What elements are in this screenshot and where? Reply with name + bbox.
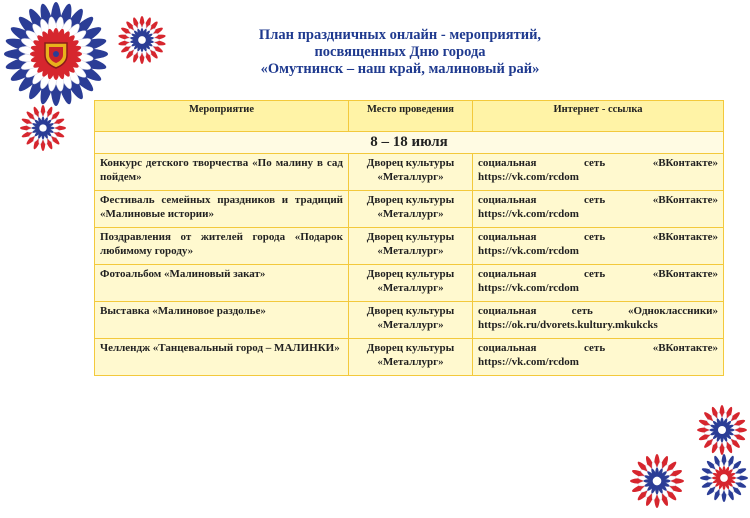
flower-decoration-icon bbox=[628, 452, 686, 510]
table-row bbox=[95, 191, 724, 228]
header-event: Мероприятие bbox=[95, 101, 349, 132]
header-link: Интернет - ссылка bbox=[473, 101, 724, 132]
flower-decoration-icon bbox=[116, 14, 168, 66]
events-table bbox=[94, 100, 724, 376]
event-cell: Фотоальбом «Малиновый закат» bbox=[95, 265, 349, 302]
flower-decoration-icon bbox=[698, 452, 750, 504]
link-cell[interactable]: социальная сеть «ВКонтакте» https://vk.com/rcdom bbox=[473, 265, 724, 302]
title-line-2: посвященных Дню города bbox=[314, 44, 486, 60]
link-cell[interactable]: социальная сеть «ВКонтакте» https://vk.com/rcdom bbox=[473, 339, 724, 376]
flower-decoration-icon bbox=[695, 403, 749, 457]
link-cell[interactable]: социальная сеть «ВКонтакте» https://vk.com/rcdom bbox=[473, 154, 724, 191]
period-label: 8 – 18 июля bbox=[95, 132, 724, 154]
table-row bbox=[95, 228, 724, 265]
event-cell: Выставка «Малиновое раздолье» bbox=[95, 302, 349, 339]
place-cell: Дворец культуры «Металлург» bbox=[349, 191, 473, 228]
event-cell: Конкурс детского творчества «По малину в сад пойдем» bbox=[95, 154, 349, 191]
event-cell: Фестиваль семейных праздников и традиций «Малиновые истории» bbox=[95, 191, 349, 228]
event-cell: Челлендж «Танцевальный город – МАЛИНКИ» bbox=[95, 339, 349, 376]
table-row bbox=[95, 265, 724, 302]
link-cell[interactable]: социальная сеть «Одноклассники» https://ok.ru/dvorets.kultury.mkukcks bbox=[473, 302, 724, 339]
table-header-row bbox=[95, 101, 724, 132]
place-cell: Дворец культуры «Металлург» bbox=[349, 154, 473, 191]
place-cell: Дворец культуры «Металлург» bbox=[349, 228, 473, 265]
period-row bbox=[95, 132, 724, 154]
link-cell[interactable]: социальная сеть «ВКонтакте» https://vk.com/rcdom bbox=[473, 228, 724, 265]
flower-decoration-icon bbox=[18, 103, 68, 153]
event-cell: Поздравления от жителей города «Подарок любимому городу» bbox=[95, 228, 349, 265]
title-line-1: План праздничных онлайн - мероприятий, bbox=[258, 27, 542, 43]
header-place: Место проведения bbox=[349, 101, 473, 132]
table-row bbox=[95, 302, 724, 339]
place-cell: Дворец культуры «Металлург» bbox=[349, 265, 473, 302]
city-emblem-icon bbox=[43, 41, 69, 69]
title-line-3: «Омутнинск – наш край, малиновый рай» bbox=[260, 61, 540, 77]
table-row bbox=[95, 154, 724, 191]
place-cell: Дворец культуры «Металлург» bbox=[349, 302, 473, 339]
link-cell[interactable]: социальная сеть «ВКонтакте» https://vk.com/rcdom bbox=[473, 191, 724, 228]
table-row bbox=[95, 339, 724, 376]
place-cell: Дворец культуры «Металлург» bbox=[349, 339, 473, 376]
page-title bbox=[170, 27, 630, 78]
